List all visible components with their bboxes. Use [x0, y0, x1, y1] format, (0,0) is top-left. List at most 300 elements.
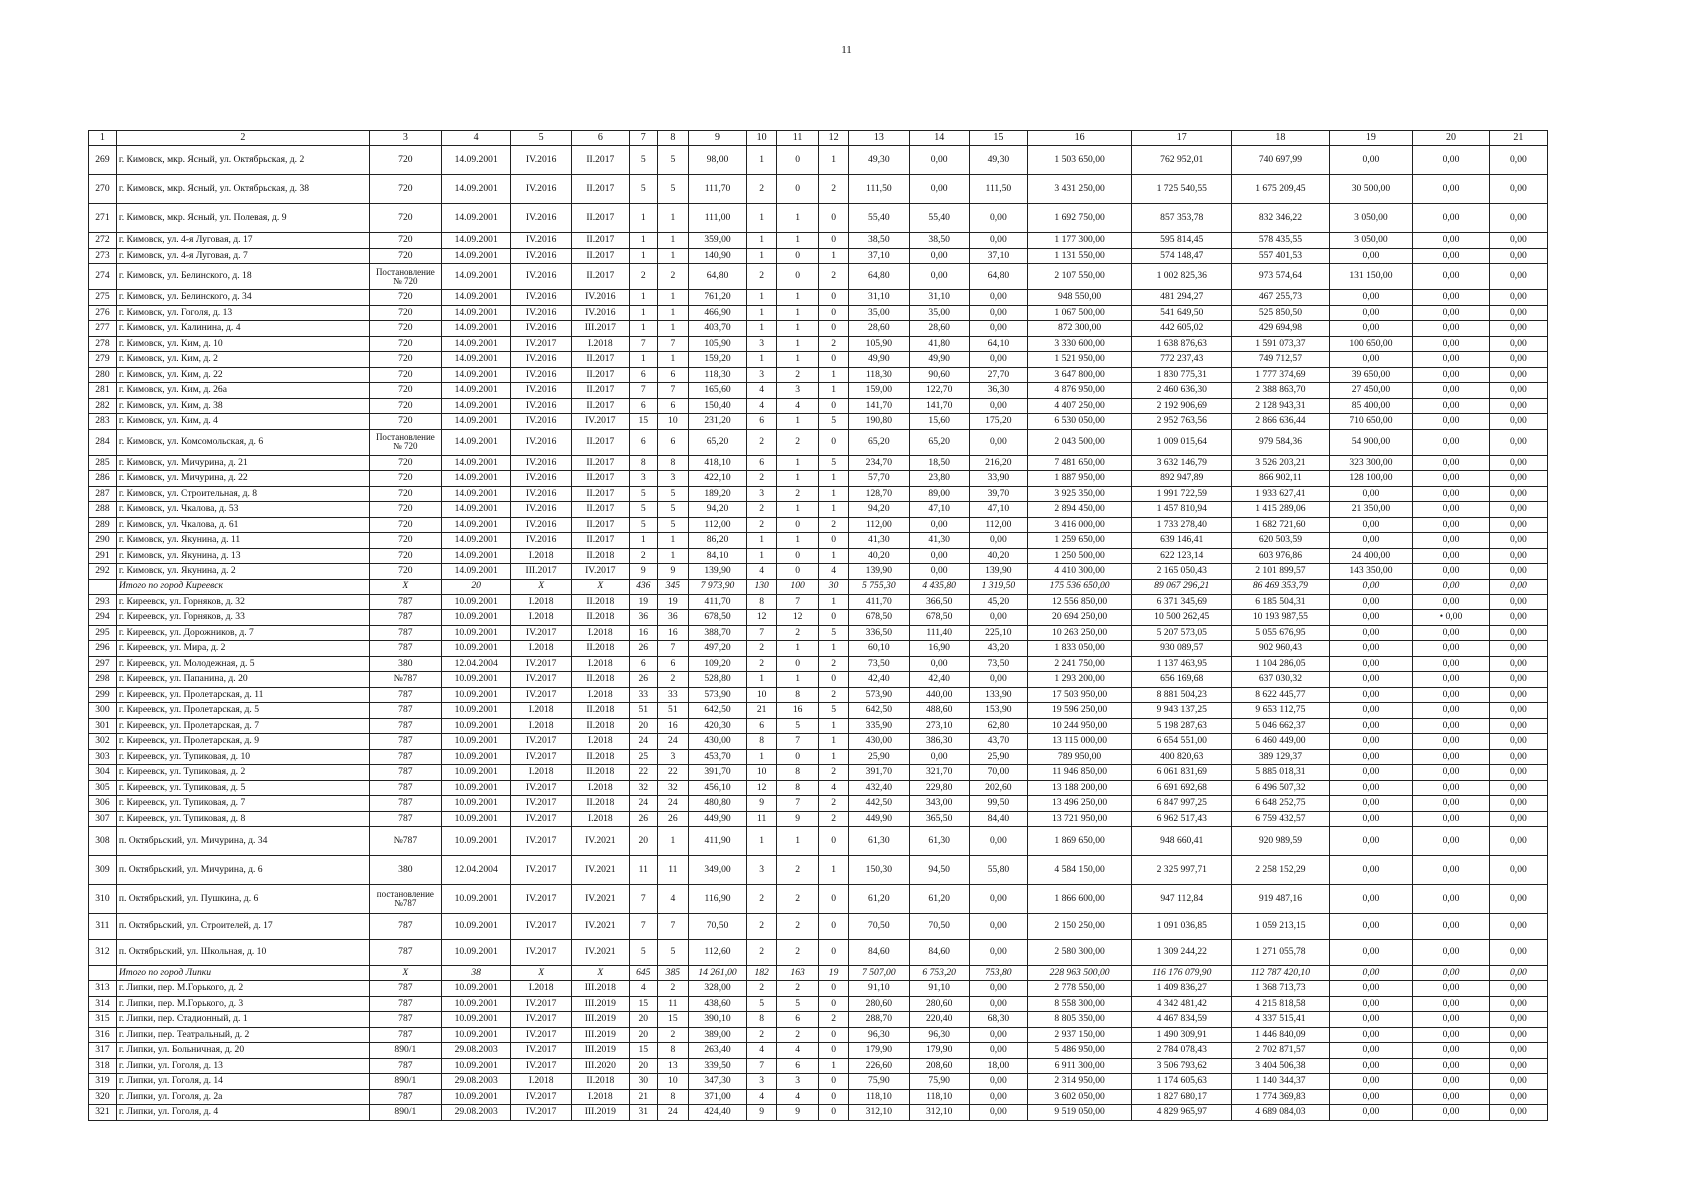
table-cell: 1 933 627,41: [1232, 486, 1329, 502]
table-cell: 979 584,36: [1232, 429, 1329, 455]
table-cell: 2: [747, 885, 777, 914]
table-cell: 84,10: [689, 548, 747, 564]
table-cell: 0,00: [1413, 517, 1490, 533]
table-cell: 0,00: [1413, 321, 1490, 337]
table-cell: 28,60: [909, 321, 969, 337]
table-cell: 0,00: [1489, 352, 1547, 368]
table-cell: 0: [819, 1089, 849, 1105]
table-cell: 1: [747, 233, 777, 249]
table-cell: 22: [657, 765, 688, 781]
table-row: [89, 455, 1548, 471]
table-cell: 38,50: [909, 233, 969, 249]
table-cell: 7: [657, 641, 688, 657]
table-cell: II.2018: [571, 718, 629, 734]
table-cell: 43,20: [969, 641, 1027, 657]
table-cell: IV.2017: [511, 940, 571, 966]
table-cell: I.2018: [571, 656, 629, 672]
table-cell: 0: [777, 548, 819, 564]
table-cell: IV.2017: [511, 796, 571, 812]
table-cell: 3: [657, 471, 688, 487]
table-cell: 0,00: [1413, 1027, 1490, 1043]
table-cell: 1 415 289,06: [1232, 502, 1329, 518]
table-cell: 159,20: [689, 352, 747, 368]
table-cell: 1: [819, 146, 849, 175]
table-cell: 1 137 463,95: [1132, 656, 1232, 672]
table-cell: 2 388 863,70: [1232, 383, 1329, 399]
table-cell: 6: [747, 455, 777, 471]
table-cell: 480,80: [689, 796, 747, 812]
address-cell: г. Липки, ул. Гоголя, д. 4: [116, 1105, 369, 1121]
table-cell: 1 869 650,00: [1027, 827, 1131, 856]
table-cell: 0,00: [1413, 996, 1490, 1012]
table-cell: 3 416 000,00: [1027, 517, 1131, 533]
table-cell: 10.09.2001: [441, 811, 511, 827]
table-cell: 40,20: [969, 548, 1027, 564]
table-cell: 440,00: [909, 687, 969, 703]
table-cell: IV.2017: [511, 656, 571, 672]
table-cell: II.2017: [571, 455, 629, 471]
table-cell: 131 150,00: [1329, 264, 1413, 290]
column-number: 19: [1329, 131, 1413, 146]
table-cell: №787: [369, 672, 441, 688]
column-number-row: [89, 131, 1548, 146]
table-cell: IV.2016: [511, 486, 571, 502]
column-number: 21: [1489, 131, 1547, 146]
table-cell: 0,00: [1489, 966, 1547, 981]
table-row: [89, 940, 1548, 966]
table-cell: 33: [629, 687, 657, 703]
table-cell: 0,00: [969, 233, 1027, 249]
table-cell: 497,20: [689, 641, 747, 657]
table-cell: 0,00: [1413, 233, 1490, 249]
table-cell: 6 185 504,31: [1232, 594, 1329, 610]
table-cell: 1 250 500,00: [1027, 548, 1131, 564]
table-cell: 10.09.2001: [441, 827, 511, 856]
table-cell: IV.2017: [511, 1089, 571, 1105]
table-cell: 0,00: [1329, 811, 1413, 827]
column-number: 9: [689, 131, 747, 146]
address-cell: г. Кимовск, ул. Ким, д. 4: [116, 414, 369, 430]
table-row: [89, 548, 1548, 564]
table-cell: 15: [629, 414, 657, 430]
table-cell: 2: [747, 517, 777, 533]
table-cell: 4: [777, 1043, 819, 1059]
table-cell: 1 131 550,00: [1027, 248, 1131, 264]
table-cell: 29.08.2003: [441, 1074, 511, 1090]
table-cell: 1 067 500,00: [1027, 305, 1131, 321]
table-cell: 20: [629, 1058, 657, 1074]
table-cell: 2: [777, 625, 819, 641]
table-cell: 0,00: [909, 656, 969, 672]
table-cell: 41,80: [909, 336, 969, 352]
address-cell: г. Киреевск, ул. Дорожников, д. 7: [116, 625, 369, 641]
table-cell: 0,00: [1329, 672, 1413, 688]
table-cell: 1: [747, 827, 777, 856]
table-cell: 1: [777, 305, 819, 321]
table-cell: 1 733 278,40: [1132, 517, 1232, 533]
table-cell: 1: [819, 718, 849, 734]
table-cell: 8: [777, 687, 819, 703]
table-cell: 371,00: [689, 1089, 747, 1105]
table-cell: 6 911 300,00: [1027, 1058, 1131, 1074]
table-cell: 36: [629, 610, 657, 626]
table-cell: 321: [89, 1105, 117, 1121]
address-cell: г. Кимовск, ул. Ким, д. 38: [116, 398, 369, 414]
table-cell: IV.2017: [511, 885, 571, 914]
table-cell: 288,70: [849, 1012, 909, 1028]
column-number: 6: [571, 131, 629, 146]
table-cell: 3 506 793,62: [1132, 1058, 1232, 1074]
table-cell: 1: [747, 305, 777, 321]
table-cell: 6 691 692,68: [1132, 780, 1232, 796]
table-cell: 0: [819, 672, 849, 688]
table-row: [89, 641, 1548, 657]
table-cell: 0,00: [909, 517, 969, 533]
table-cell: 0,00: [1489, 718, 1547, 734]
table-cell: 10 500 262,45: [1132, 610, 1232, 626]
table-cell: 1: [819, 367, 849, 383]
table-cell: 13 115 000,00: [1027, 734, 1131, 750]
table-cell: II.2018: [571, 641, 629, 657]
table-cell: 49,90: [849, 352, 909, 368]
table-cell: 787: [369, 940, 441, 966]
table-cell: 7: [777, 594, 819, 610]
table-cell: 1 140 344,37: [1232, 1074, 1329, 1090]
table-cell: 1 409 836,27: [1132, 981, 1232, 997]
table-cell: 150,30: [849, 856, 909, 885]
table-cell: 6: [657, 398, 688, 414]
table-cell: IV.2016: [511, 175, 571, 204]
table-cell: IV.2016: [511, 233, 571, 249]
table-body: [89, 131, 1548, 1121]
table-cell: 96,30: [849, 1027, 909, 1043]
table-cell: 94,20: [849, 502, 909, 518]
table-cell: 0,00: [1329, 981, 1413, 997]
table-cell: 14.09.2001: [441, 248, 511, 264]
table-cell: 27 450,00: [1329, 383, 1413, 399]
table-cell: 2: [777, 856, 819, 885]
table-cell: 720: [369, 548, 441, 564]
table-cell: 2 894 450,00: [1027, 502, 1131, 518]
address-cell: г. Кимовск, ул. Калинина, д. 4: [116, 321, 369, 337]
table-cell: 2: [657, 1027, 688, 1043]
table-cell: 1 503 650,00: [1027, 146, 1131, 175]
table-cell: 359,00: [689, 233, 747, 249]
table-cell: 269: [89, 146, 117, 175]
table-cell: 1: [819, 749, 849, 765]
address-cell: г. Киреевск, ул. Тупиковая, д. 7: [116, 796, 369, 812]
table-cell: 753,80: [969, 966, 1027, 981]
table-cell: 0,00: [1413, 656, 1490, 672]
table-cell: 720: [369, 305, 441, 321]
table-cell: 14.09.2001: [441, 321, 511, 337]
table-cell: 10.09.2001: [441, 1058, 511, 1074]
table-cell: 0,00: [1413, 290, 1490, 306]
table-cell: 2 107 550,00: [1027, 264, 1131, 290]
table-cell: 0,00: [969, 1105, 1027, 1121]
table-cell: 150,40: [689, 398, 747, 414]
table-cell: 420,30: [689, 718, 747, 734]
table-cell: 8: [777, 780, 819, 796]
table-cell: 6 654 551,00: [1132, 734, 1232, 750]
table-cell: 2: [657, 672, 688, 688]
table-cell: 65,20: [689, 429, 747, 455]
table-cell: 1: [747, 548, 777, 564]
table-cell: 973 574,64: [1232, 264, 1329, 290]
address-cell: г. Кимовск, мкр. Ясный, ул. Октябрьская, д. 38: [116, 175, 369, 204]
table-cell: 787: [369, 780, 441, 796]
table-cell: 12 556 850,00: [1027, 594, 1131, 610]
table-cell: 787: [369, 641, 441, 657]
table-cell: 481 294,27: [1132, 290, 1232, 306]
table-cell: I.2018: [511, 594, 571, 610]
table-cell: 30 500,00: [1329, 175, 1413, 204]
table-cell: 1 490 309,91: [1132, 1027, 1232, 1043]
table-cell: 0,00: [1489, 146, 1547, 175]
table-cell: II.2018: [571, 594, 629, 610]
table-cell: 287: [89, 486, 117, 502]
column-number: 3: [369, 131, 441, 146]
table-cell: 1: [777, 471, 819, 487]
table-cell: 60,10: [849, 641, 909, 657]
table-cell: 2: [747, 502, 777, 518]
table-cell: 319: [89, 1074, 117, 1090]
table-cell: 16: [777, 703, 819, 719]
table-cell: 5: [629, 502, 657, 518]
table-cell: 304: [89, 765, 117, 781]
table-cell: 91,10: [849, 981, 909, 997]
table-cell: 285: [89, 455, 117, 471]
table-cell: 112 787 420,10: [1232, 966, 1329, 981]
table-cell: III.2019: [571, 1043, 629, 1059]
table-cell: 0,00: [1489, 204, 1547, 233]
table-cell: 0,00: [1489, 367, 1547, 383]
table-cell: 288: [89, 502, 117, 518]
table-cell: 112,00: [689, 517, 747, 533]
table-cell: 2: [629, 264, 657, 290]
table-row: [89, 1027, 1548, 1043]
table-cell: 9: [747, 796, 777, 812]
table-cell: 3: [629, 471, 657, 487]
table-row: [89, 718, 1548, 734]
table-row: [89, 352, 1548, 368]
table-cell: 179,90: [849, 1043, 909, 1059]
column-number: 14: [909, 131, 969, 146]
table-cell: 411,70: [689, 594, 747, 610]
table-cell: 109,20: [689, 656, 747, 672]
table-cell: 10.09.2001: [441, 765, 511, 781]
table-row: [89, 796, 1548, 812]
table-cell: 0,00: [1489, 321, 1547, 337]
table-cell: 761,20: [689, 290, 747, 306]
table-cell: 4: [747, 398, 777, 414]
table-cell: 14.09.2001: [441, 146, 511, 175]
table-cell: 1 271 055,78: [1232, 940, 1329, 966]
table-cell: 18,50: [909, 455, 969, 471]
table-cell: 0,00: [1329, 749, 1413, 765]
table-cell: 14.09.2001: [441, 471, 511, 487]
table-cell: 2: [777, 914, 819, 940]
table-cell: 0: [819, 1027, 849, 1043]
address-cell: г. Кимовск, ул. Белинского, д. 18: [116, 264, 369, 290]
table-cell: 112,60: [689, 940, 747, 966]
table-cell: 11: [657, 996, 688, 1012]
table-row: [89, 533, 1548, 549]
table-cell: 2: [657, 264, 688, 290]
table-cell: 14.09.2001: [441, 233, 511, 249]
table-cell: 37,10: [969, 248, 1027, 264]
table-cell: 2: [747, 981, 777, 997]
table-cell: 306: [89, 796, 117, 812]
table-cell: 1 521 950,00: [1027, 352, 1131, 368]
table-cell: 70,50: [909, 914, 969, 940]
table-cell: 391,70: [689, 765, 747, 781]
table-cell: 720: [369, 564, 441, 580]
table-cell: 0: [777, 175, 819, 204]
table-cell: 0,00: [1413, 672, 1490, 688]
table-row: [89, 610, 1548, 626]
table-cell: 0,00: [1413, 533, 1490, 549]
table-cell: IV.2016: [511, 502, 571, 518]
table-cell: 857 353,78: [1132, 204, 1232, 233]
table-cell: 8 622 445,77: [1232, 687, 1329, 703]
table-cell: 4: [657, 885, 688, 914]
table-cell: 5: [777, 996, 819, 1012]
table-cell: 1: [629, 290, 657, 306]
table-cell: 2 258 152,29: [1232, 856, 1329, 885]
table-cell: 1: [819, 248, 849, 264]
column-number: 13: [849, 131, 909, 146]
table-cell: 13 721 950,00: [1027, 811, 1131, 827]
table-cell: 1 692 750,00: [1027, 204, 1131, 233]
table-cell: 772 237,43: [1132, 352, 1232, 368]
table-cell: 2: [819, 517, 849, 533]
table-cell: 0,00: [1413, 981, 1490, 997]
table-cell: 2: [657, 981, 688, 997]
table-cell: 388,70: [689, 625, 747, 641]
table-cell: 10.09.2001: [441, 594, 511, 610]
table-cell: 2: [747, 429, 777, 455]
table-cell: 0,00: [1329, 1089, 1413, 1105]
table-cell: 1: [819, 856, 849, 885]
table-cell: 42,40: [909, 672, 969, 688]
table-cell: 710 650,00: [1329, 414, 1413, 430]
table-cell: 430,00: [689, 734, 747, 750]
table-cell: 21: [747, 703, 777, 719]
table-cell: 0: [819, 429, 849, 455]
table-cell: 574 148,47: [1132, 248, 1232, 264]
table-cell: 10 263 250,00: [1027, 625, 1131, 641]
table-cell: 228 963 500,00: [1027, 966, 1131, 981]
table-cell: 24: [657, 734, 688, 750]
table-cell: 6 847 997,25: [1132, 796, 1232, 812]
table-cell: 31: [629, 1105, 657, 1121]
table-cell: X: [571, 966, 629, 981]
table-cell: 453,70: [689, 749, 747, 765]
table-cell: 1: [747, 290, 777, 306]
table-cell: 349,00: [689, 856, 747, 885]
table-cell: 54 900,00: [1329, 429, 1413, 455]
address-cell: г. Кимовск, ул. Якунина, д. 11: [116, 533, 369, 549]
table-cell: 118,30: [849, 367, 909, 383]
table-cell: 0,00: [1489, 672, 1547, 688]
table-row: [89, 564, 1548, 580]
table-cell: 10 193 987,55: [1232, 610, 1329, 626]
table-cell: 4 435,80: [909, 579, 969, 594]
table-cell: 2: [819, 1012, 849, 1028]
table-cell: 128 100,00: [1329, 471, 1413, 487]
table-cell: 4: [819, 564, 849, 580]
table-cell: 49,90: [909, 352, 969, 368]
table-cell: 787: [369, 594, 441, 610]
table-cell: I.2018: [511, 718, 571, 734]
table-cell: 0,00: [1489, 264, 1547, 290]
table-row: [89, 146, 1548, 175]
table-cell: 1 833 050,00: [1027, 641, 1131, 657]
table-cell: 12: [747, 610, 777, 626]
table-cell: 620 503,59: [1232, 533, 1329, 549]
table-cell: 0,00: [1413, 429, 1490, 455]
address-cell: г. Киреевск, ул. Тупиковая, д. 10: [116, 749, 369, 765]
table-cell: 30: [629, 1074, 657, 1090]
table-cell: 20: [441, 579, 511, 594]
table-cell: 10.09.2001: [441, 625, 511, 641]
table-cell: 310: [89, 885, 117, 914]
table-cell: II.2017: [571, 248, 629, 264]
table-cell: 0,00: [1329, 885, 1413, 914]
table-cell: 307: [89, 811, 117, 827]
table-cell: 6: [629, 429, 657, 455]
table-cell: 91,10: [909, 981, 969, 997]
table-cell: 3 647 800,00: [1027, 367, 1131, 383]
table-cell: 36: [657, 610, 688, 626]
table-cell: 0,00: [1329, 533, 1413, 549]
table-cell: 919 487,16: [1232, 885, 1329, 914]
table-cell: 930 089,57: [1132, 641, 1232, 657]
table-cell: 787: [369, 749, 441, 765]
table-cell: 5: [657, 502, 688, 518]
table-cell: [89, 966, 117, 981]
table-cell: 7: [657, 336, 688, 352]
table-cell: 6: [629, 398, 657, 414]
table-cell: 1: [629, 533, 657, 549]
table-cell: 0,00: [1413, 204, 1490, 233]
table-cell: 226,60: [849, 1058, 909, 1074]
table-cell: 5 198 287,63: [1132, 718, 1232, 734]
table-row: [89, 594, 1548, 610]
table-cell: 7: [777, 734, 819, 750]
table-cell: 1: [777, 641, 819, 657]
table-cell: 2: [777, 940, 819, 966]
table-cell: 0,00: [1413, 625, 1490, 641]
table-cell: 2 702 871,57: [1232, 1043, 1329, 1059]
table-row: [89, 856, 1548, 885]
table-cell: II.2017: [571, 471, 629, 487]
table-cell: 139,90: [969, 564, 1027, 580]
table-cell: 16: [657, 625, 688, 641]
table-cell: 3: [747, 367, 777, 383]
table-cell: 2 866 636,44: [1232, 414, 1329, 430]
table-cell: 10: [747, 687, 777, 703]
table-cell: 8: [629, 455, 657, 471]
table-cell: 0,00: [1489, 1043, 1547, 1059]
table-cell: 141,70: [909, 398, 969, 414]
table-row: [89, 290, 1548, 306]
table-cell: 720: [369, 146, 441, 175]
table-cell: 1 675 209,45: [1232, 175, 1329, 204]
table-cell: X: [369, 579, 441, 594]
table-row: [89, 981, 1548, 997]
